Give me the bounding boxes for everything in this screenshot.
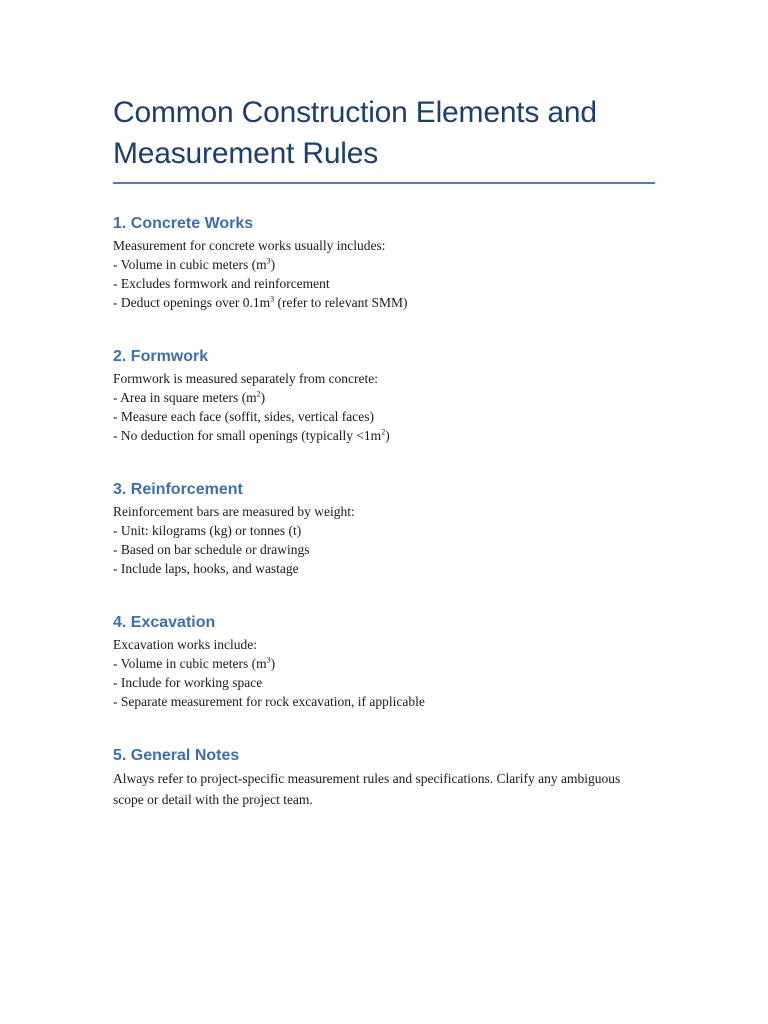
section-heading: 2. Formwork bbox=[113, 348, 209, 365]
section-heading: 3. Reinforcement bbox=[113, 481, 243, 498]
list-item: - Volume in cubic meters $(m^3)$ bbox=[113, 655, 276, 671]
section-heading: 5. General Notes bbox=[113, 747, 240, 764]
document-page bbox=[113, 92, 655, 807]
document-title: Common Construction Elements and Measurement Rules bbox=[113, 96, 597, 170]
section-intro: Measurement for concrete works usually includes: bbox=[113, 238, 386, 253]
section-body bbox=[113, 369, 390, 445]
list-item: - Area in square meters $(m^2)$ bbox=[113, 389, 266, 405]
title-divider bbox=[113, 182, 655, 184]
list-item: - Include laps, hooks, and wastage bbox=[113, 561, 299, 576]
list-item: - Measure each face (soffit, sides, vertical faces) bbox=[113, 409, 374, 424]
list-item: - Volume in cubic meters $(m^3)$ bbox=[113, 256, 276, 272]
list-item: - No deduction for small openings (typically $<1m^2$) bbox=[113, 427, 390, 443]
list-item: - Include for working space bbox=[113, 675, 263, 690]
list-item: - Deduct openings over $0.1m^3$ (refer to relevant SMM) bbox=[113, 294, 408, 310]
section-reinforcement bbox=[113, 480, 355, 578]
list-item: - Based on bar schedule or drawings bbox=[113, 542, 310, 557]
list-item: - Unit: kilograms (kg) or tonnes (t) bbox=[113, 523, 302, 538]
section-heading: 1. Concrete Works bbox=[113, 215, 254, 232]
section-body bbox=[113, 768, 633, 810]
section-body bbox=[113, 236, 408, 312]
section-heading: 4. Excavation bbox=[113, 614, 216, 631]
section-concrete-works bbox=[113, 214, 408, 312]
list-item: - Separate measurement for rock excavation, if applicable bbox=[113, 694, 425, 709]
section-general-notes bbox=[113, 746, 633, 810]
section-body bbox=[113, 635, 425, 711]
section-formwork bbox=[113, 347, 390, 445]
section-intro: Excavation works include: bbox=[113, 637, 257, 652]
section-excavation bbox=[113, 613, 425, 711]
section-intro: Reinforcement bars are measured by weight: bbox=[113, 504, 355, 519]
list-item: - Excludes formwork and reinforcement bbox=[113, 276, 330, 291]
section-body bbox=[113, 502, 355, 578]
notes-paragraph: Always refer to project-specific measurement rules and specifications. Clarify any ambiguous scope or detail with the project team. bbox=[113, 771, 621, 807]
section-intro: Formwork is measured separately from concrete: bbox=[113, 371, 379, 386]
